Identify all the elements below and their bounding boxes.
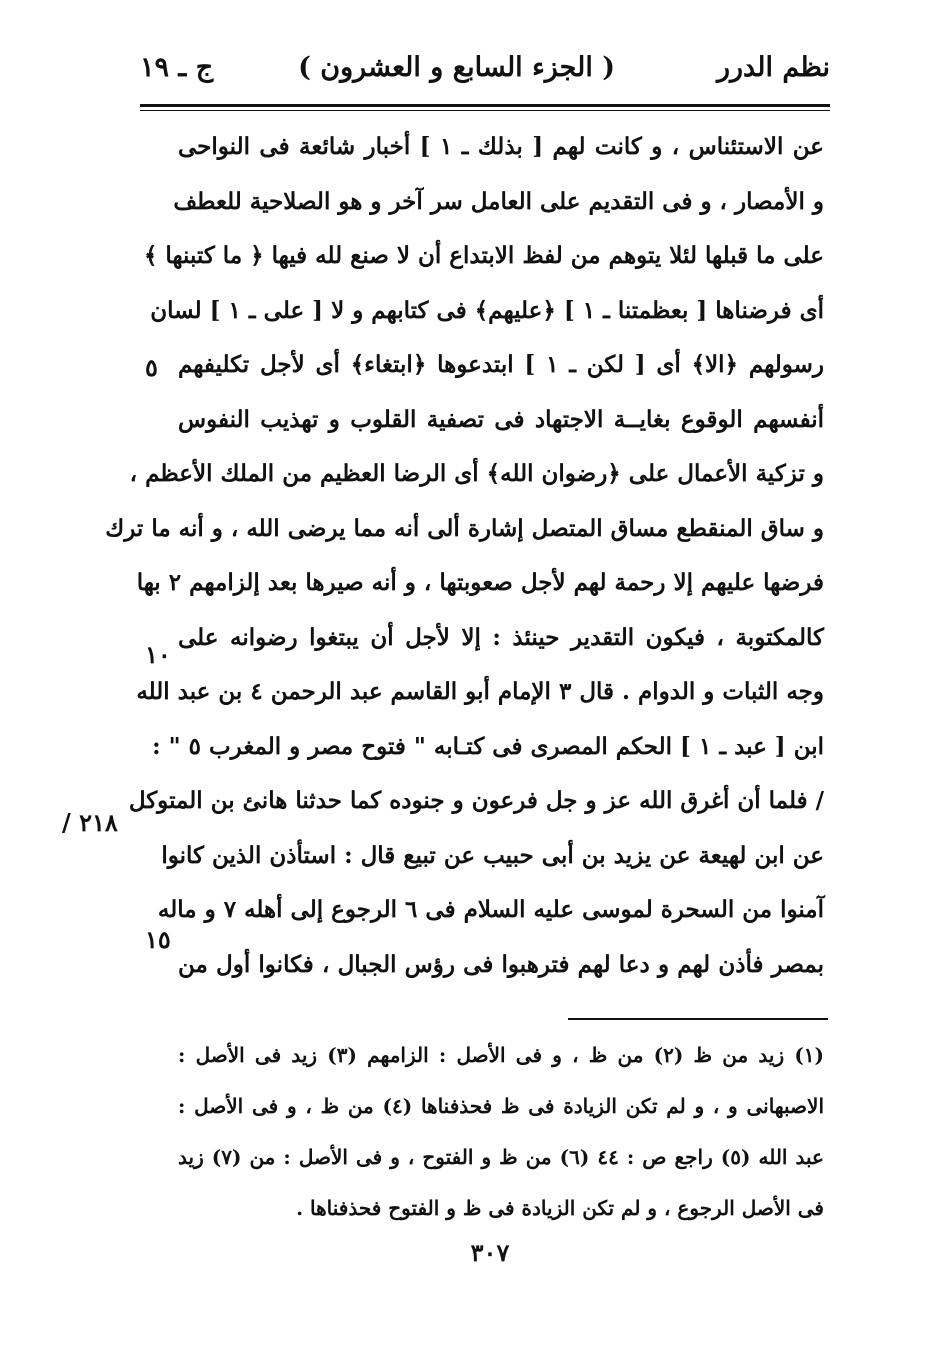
text-line: أنفسهم الوقوع بغايــة الاجتهاد فى تصفية القلوب و تهذيب النفوس: [178, 405, 824, 433]
header-rule: [140, 104, 830, 107]
page-number: ٣٠٧: [470, 1238, 510, 1267]
line-number-15: ١٥: [145, 925, 171, 954]
footnote-line: فى الأصل الرجوع ، و لم تكن الزيادة فى ظ و الفتوح فحذفناها .: [296, 1196, 824, 1220]
footnote-line: عبد الله (٥) راجع ص : ٤٤ (٦) من ظ و الفتوح ، و فى الأصل : من (٧) زيد: [178, 1145, 824, 1169]
footnotes: [178, 1030, 824, 1234]
text-line: فرضها عليهم إلا رحمة لهم لأجل صعوبتها ، و أنه صيرها بعد إلزامهم ٢ بها: [136, 569, 824, 596]
text-line: ابن [ عبد ـ ١ ] الحكم المصرى فى كتـابه " فتوح مصر و المغرب ٥ " :: [152, 732, 824, 760]
line-number-10: ١٠: [145, 640, 171, 669]
footnote-line: (١) زيد من ظ (٢) من ظ ، و فى الأصل : الزامهم (٣) زيد فى الأصل :: [178, 1043, 824, 1067]
line-number-5: ٥: [145, 353, 158, 382]
text-line: أى فرضناها [ بعظمتنا ـ ١ ] ﴿عليهم﴾ فى كتابهم و لا [ على ـ ١ ] لسان: [150, 296, 824, 324]
text-line: رسولهم ﴿الا﴾ أى [ لكن ـ ١ ] ابتدعوها ﴿ابتغاء﴾ أى لأجل تكليفهم: [178, 351, 824, 378]
text-line: و ساق المنقطع مساق المتصل إشارة ألى أنه مما يرضى الله ، و أنه ما ترك: [105, 514, 824, 542]
part-label: ( الجزء السابع و العشرون ): [298, 52, 615, 83]
text-line: و الأمصار ، و فى التقديم على العامل سر آخر و هو الصلاحية للعطف: [173, 187, 824, 215]
text-line: آمنوا من السحرة لموسى عليه السلام فى ٦ الرجوع إلى أهله ٧ و ماله: [157, 896, 824, 923]
text-line: وجه الثبات و الدوام . قال ٣ الإمام أبو القاسم عبد الرحمن ٤ بن عبد الله: [136, 678, 824, 705]
margin-page-reference: ٢١٨ /: [62, 808, 118, 837]
text-line: بمصر فأذن لهم و دعا لهم فترهبوا فى رؤس الجبال ، فكانوا أول من: [178, 950, 824, 978]
text-line: و تزكية الأعمال على ﴿رضوان الله﴾ أى الرضا العظيم من الملك الأعظم ،: [129, 460, 824, 487]
book-title: نظم الدرر: [716, 52, 830, 83]
text-line: / فلما أن أغرق الله عز و جل فرعون و جنوده كما حدثنا هانئ بن المتوكل: [128, 787, 824, 814]
header-rule-thin: [140, 110, 830, 111]
text-line: عن ابن لهيعة عن يزيد بن أبى حبيب عن تبيع قال : استأذن الذين كانوا: [161, 841, 824, 869]
footnote-line: الاصبهانى و ، و لم تكن الزيادة فى ظ فحذفناها (٤) من ظ ، و فى الأصل :: [178, 1094, 824, 1118]
running-header: [140, 52, 830, 100]
volume-label: ج ـ ١٩: [140, 52, 214, 83]
text-line: عن الاستئناس ، و كانت لهم [ بذلك ـ ١ ] أخبار شائعة فى النواحى: [178, 133, 824, 160]
text-line: كالمكتوبة ، فيكون التقدير حينئذ : إلا لأجل أن يبتغوا رضوانه على: [178, 623, 824, 651]
footnote-rule: [568, 1018, 828, 1020]
text-line: على ما قبلها لئلا يتوهم من لفظ الابتداع أن لا صنع لله فيها ﴿ ما كتبنها ﴾: [143, 242, 824, 269]
